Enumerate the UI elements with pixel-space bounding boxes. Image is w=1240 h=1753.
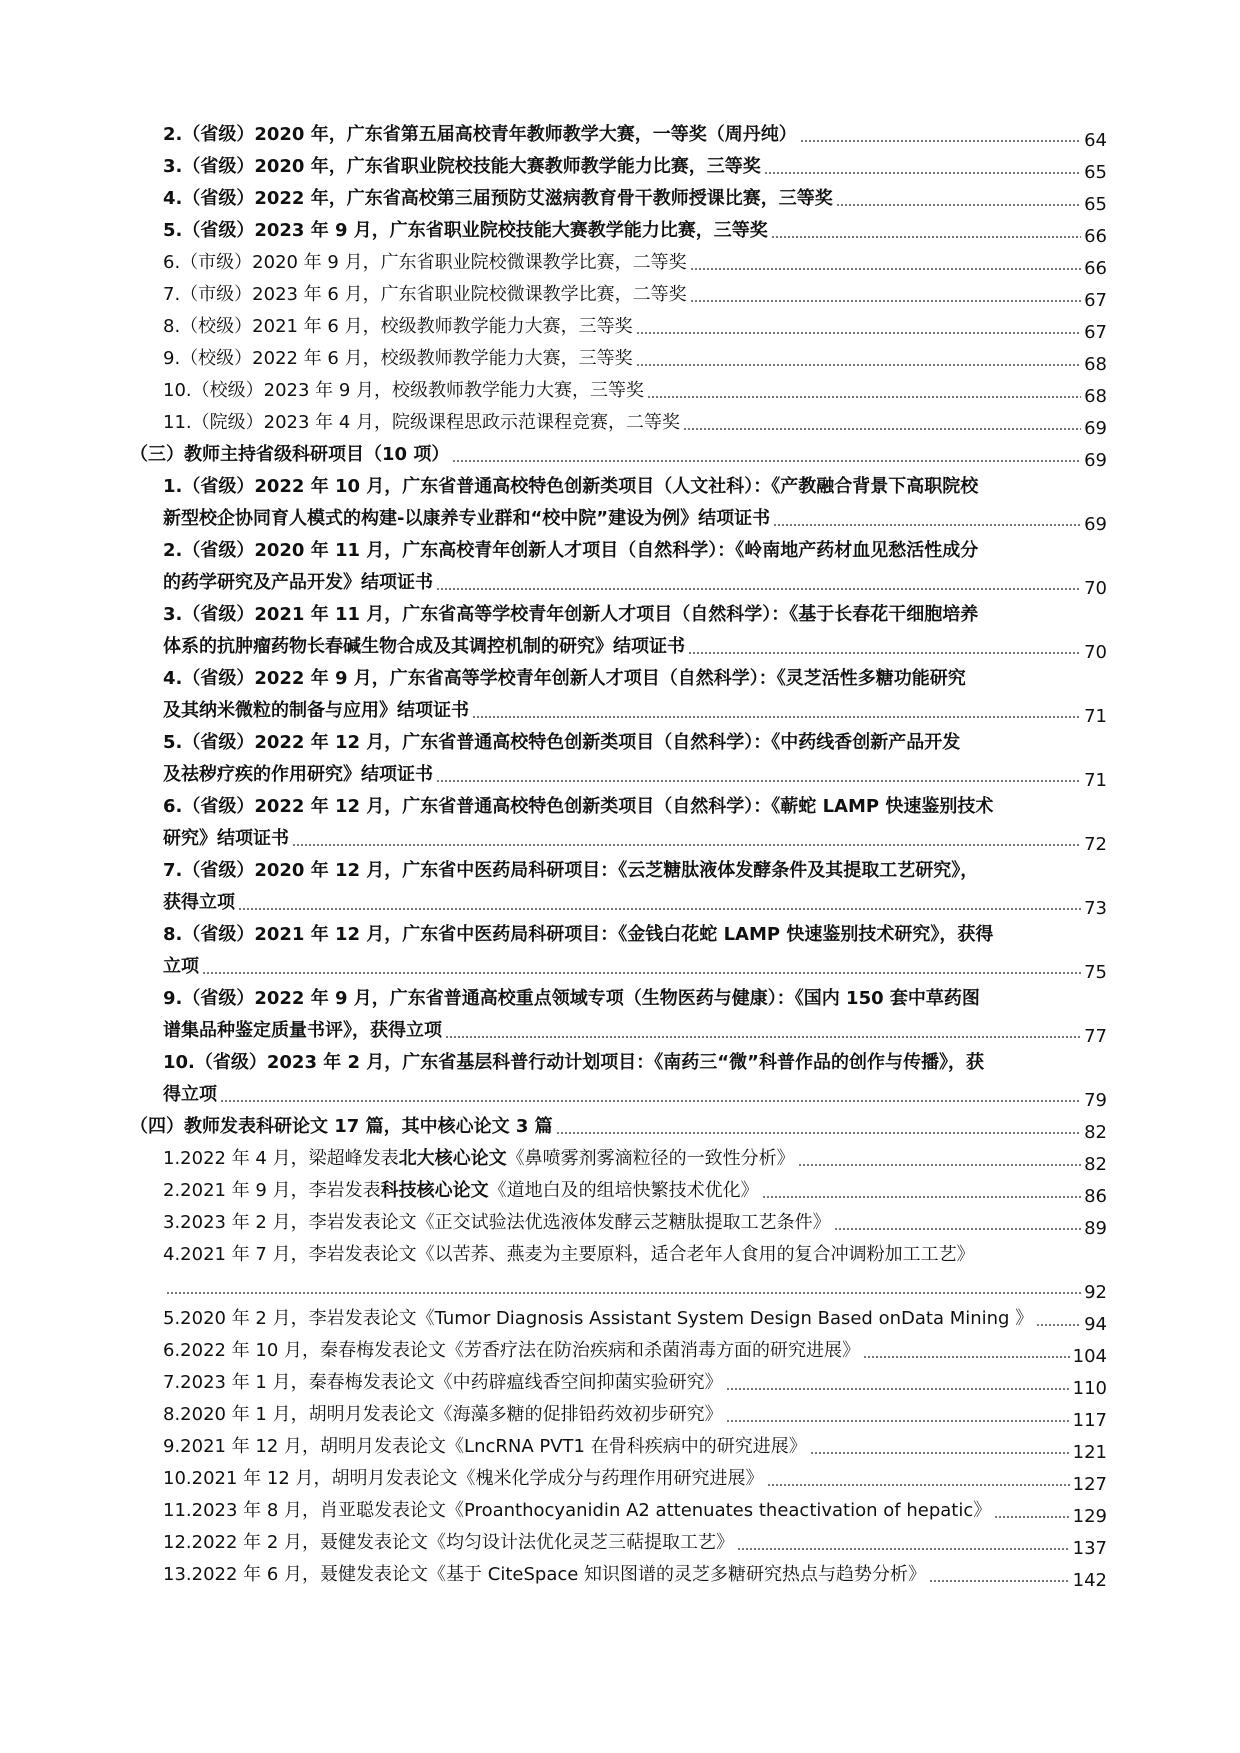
toc-entry-first-line: 3.（省级）2021 年 11 月，广东省高等学校青年创新人才项目（自然科学）：《基于长春花干细胞培养 xyxy=(163,604,979,625)
toc-entry-first-line: 9.（省级）2022 年 9 月，广东省普通高校重点领域专项（生物医药与健康）：《国内 150 套中草药图 xyxy=(163,988,980,1009)
toc-entry-emphasis: 北大核心论文 xyxy=(398,1148,507,1169)
toc-entry[interactable] xyxy=(0,119,1240,151)
dot-leader xyxy=(238,908,1081,910)
toc-entry-first-line: 5.（省级）2022 年 12 月，广东省普通高校特色创新类项目（自然科学）：《中药线香创新产品开发 xyxy=(163,732,961,753)
toc-entry-emphasis: 科技核心论文 xyxy=(380,1180,489,1201)
toc-entry[interactable] xyxy=(0,1335,1240,1367)
dot-leader xyxy=(773,524,1081,526)
dot-leader xyxy=(762,1196,1081,1198)
toc-entry-title: 6.（市级）2020 年 9 月，广东省职业院校微课教学比赛，二等奖 xyxy=(163,252,687,273)
dot-leader xyxy=(220,1100,1081,1102)
toc-entry-first-line: 10.（省级）2023 年 2 月，广东省基层科普行动计划项目：《南药三“微”科普作品的创作与传播》，获 xyxy=(163,1052,984,1073)
toc-page-number: 73 xyxy=(1084,898,1107,919)
toc-page-number: 69 xyxy=(1084,514,1107,535)
table-of-contents xyxy=(0,119,1240,1591)
toc-page-number: 89 xyxy=(1084,1218,1107,1239)
dot-leader xyxy=(436,588,1081,590)
toc-entry-title: 3.（省级）2020 年，广东省职业院校技能大赛教师教学能力比赛，三等奖 xyxy=(163,156,761,177)
toc-page-number: 117 xyxy=(1072,1410,1107,1431)
toc-entry-title-rest: 《道地白及的组培快繁技术优化》 xyxy=(488,1180,759,1201)
toc-entry-title: 立项 xyxy=(163,956,199,977)
toc-entry-title: 研究》结项证书 xyxy=(163,828,289,849)
toc-page-number: 69 xyxy=(1084,418,1107,439)
toc-entry-first-line: 1.（省级）2022 年 10 月，广东省普通高校特色创新类项目（人文社科）：《产教融合背景下高职院校 xyxy=(163,476,979,497)
toc-entry[interactable] xyxy=(0,311,1240,343)
toc-entry[interactable] xyxy=(0,151,1240,183)
toc-entry-title: 7.2023 年 1 月，秦春梅发表论文《中药辟瘟线香空间抑菌实验研究》 xyxy=(163,1372,723,1393)
toc-entry-title: 4.（省级）2022 年，广东省高校第三届预防艾滋病教育骨干教师授课比赛，三等奖 xyxy=(163,188,833,209)
toc-page-number: 68 xyxy=(1084,354,1107,375)
toc-page-number: 66 xyxy=(1084,226,1107,247)
toc-entry-prefix: 1.2022 年 4 月，梁超峰发表 xyxy=(163,1148,399,1169)
toc-entry-title: 7.（市级）2023 年 6 月，广东省职业院校微课教学比赛，二等奖 xyxy=(163,284,687,305)
toc-page-number: 86 xyxy=(1084,1186,1107,1207)
toc-entry[interactable] xyxy=(0,535,1240,599)
dot-leader xyxy=(726,1420,1070,1422)
toc-entry[interactable] xyxy=(0,1303,1240,1335)
toc-entry-title xyxy=(163,1143,795,1175)
dot-leader xyxy=(472,716,1081,718)
toc-entry[interactable] xyxy=(0,599,1240,663)
toc-page-number: 82 xyxy=(1084,1154,1107,1175)
toc-page-number: 142 xyxy=(1072,1570,1107,1591)
dot-leader xyxy=(452,460,1081,462)
dot-leader xyxy=(436,780,1081,782)
toc-entry[interactable] xyxy=(0,1495,1240,1527)
toc-entry-title: 3.2023 年 2 月，李岩发表论文《正交试验法优选液体发酵云芝糖肽提取工艺条件》 xyxy=(163,1212,831,1233)
dot-leader xyxy=(771,236,1081,238)
dot-leader xyxy=(994,1516,1069,1518)
toc-entry-first-line: 4.（省级）2022 年 9 月，广东省高等学校青年创新人才项目（自然科学）：《灵芝活性多糖功能研究 xyxy=(163,668,966,689)
toc-entry-title: 11.2023 年 8 月，肖亚聪发表论文《Proanthocyanidin A2 attenuates theactivation of hepatic》 xyxy=(163,1500,992,1521)
toc-entry[interactable] xyxy=(0,1111,1240,1143)
toc-page-number: 121 xyxy=(1072,1442,1107,1463)
toc-page-number: 137 xyxy=(1072,1538,1107,1559)
toc-page-number: 67 xyxy=(1084,322,1107,343)
dot-leader xyxy=(1036,1324,1081,1326)
dot-leader xyxy=(764,172,1081,174)
dot-leader xyxy=(166,1292,1081,1294)
toc-entry[interactable] xyxy=(0,1431,1240,1463)
toc-page-number: 67 xyxy=(1084,290,1107,311)
dot-leader xyxy=(647,396,1081,398)
toc-page-number: 79 xyxy=(1084,1090,1107,1111)
toc-page-number: 71 xyxy=(1084,770,1107,791)
toc-entry-title: 11.（院级）2023 年 4 月，院级课程思政示范课程竞赛，二等奖 xyxy=(163,412,681,433)
toc-entry-prefix: 2.2021 年 9 月，李岩发表 xyxy=(163,1180,381,1201)
toc-entry-title: 谱集品种鉴定质量书评》，获得立项 xyxy=(163,1020,442,1041)
toc-page-number: 129 xyxy=(1072,1506,1107,1527)
toc-entry[interactable] xyxy=(0,279,1240,311)
dot-leader xyxy=(688,652,1081,654)
toc-entry-title: 13.2022 年 6 月，聂健发表论文《基于 CiteSpace 知识图谱的灵芝多糖研究热点与趋势分析》 xyxy=(163,1564,927,1585)
toc-entry[interactable] xyxy=(0,1527,1240,1559)
toc-page-number: 82 xyxy=(1084,1122,1107,1143)
toc-page-number: 66 xyxy=(1084,258,1107,279)
toc-entry[interactable] xyxy=(0,247,1240,279)
toc-entry-title: 得立项 xyxy=(163,1084,217,1105)
toc-entry-title: 8.（校级）2021 年 6 月，校级教师教学能力大赛，三等奖 xyxy=(163,316,633,337)
toc-page-number: 70 xyxy=(1084,578,1107,599)
toc-entry[interactable] xyxy=(0,375,1240,407)
toc-page-number: 65 xyxy=(1084,162,1107,183)
toc-entry[interactable] xyxy=(0,983,1240,1047)
toc-entry-title: 10.（校级）2023 年 9 月，校级教师教学能力大赛，三等奖 xyxy=(163,380,645,401)
toc-entry-title: 9.2021 年 12 月，胡明月发表论文《LncRNA PVT1 在骨科疾病中的研究进展》 xyxy=(163,1436,807,1457)
dot-leader xyxy=(636,332,1081,334)
toc-page-number: 68 xyxy=(1084,386,1107,407)
toc-entry-first-line: 7.（省级）2020 年 12 月，广东省中医药局科研项目：《云芝糖肽液体发酵条件及其提取工艺研究》， xyxy=(163,860,979,881)
toc-page-number: 65 xyxy=(1084,194,1107,215)
toc-entry[interactable] xyxy=(0,1143,1240,1175)
toc-entry[interactable] xyxy=(0,215,1240,247)
toc-page-number: 70 xyxy=(1084,642,1107,663)
toc-entry-title: 5.2020 年 2 月，李岩发表论文《Tumor Diagnosis Assistant System Design Based onData Mining 》 xyxy=(163,1308,1034,1329)
dot-leader xyxy=(690,300,1081,302)
toc-page-number: 77 xyxy=(1084,1026,1107,1047)
toc-entry-title: 体系的抗肿瘤药物长春碱生物合成及其调控机制的研究》结项证书 xyxy=(163,636,685,657)
toc-page-number: 127 xyxy=(1072,1474,1107,1495)
toc-page-number: 75 xyxy=(1084,962,1107,983)
dot-leader xyxy=(683,428,1081,430)
toc-entry[interactable] xyxy=(0,1559,1240,1591)
dot-leader xyxy=(636,364,1081,366)
toc-entry-title: 2.（省级）2020 年，广东省第五届高校青年教师教学大赛，一等奖（周丹纯） xyxy=(163,124,797,145)
toc-entry-title: 新型校企协同育人模式的构建-以康养专业群和“校中院”建设为例》结项证书 xyxy=(163,508,771,529)
toc-page-number: 64 xyxy=(1084,130,1107,151)
toc-entry[interactable] xyxy=(0,1047,1240,1111)
toc-entry[interactable] xyxy=(0,439,1240,471)
toc-page-number: 92 xyxy=(1084,1282,1107,1303)
dot-leader xyxy=(810,1452,1070,1454)
toc-entry[interactable] xyxy=(0,1239,1240,1303)
toc-page-number: 94 xyxy=(1084,1314,1107,1335)
dot-leader xyxy=(726,1388,1070,1390)
toc-entry-title: 及祛秽疗疾的作用研究》结项证书 xyxy=(163,764,433,785)
toc-page-number: 69 xyxy=(1084,450,1107,471)
toc-entry[interactable] xyxy=(0,919,1240,983)
toc-entry-first-line: 8.（省级）2021 年 12 月，广东省中医药局科研项目：《金钱白花蛇 LAMP 快速鉴别技术研究》，获得 xyxy=(163,924,994,945)
dot-leader xyxy=(929,1580,1070,1582)
dot-leader xyxy=(863,1356,1070,1358)
toc-entry-title: （三）教师主持省级科研项目（10 项） xyxy=(130,444,450,465)
toc-entry-title-rest: 《鼻喷雾剂雾滴粒径的一致性分析》 xyxy=(506,1148,795,1169)
toc-entry-title xyxy=(163,1175,759,1207)
dot-leader xyxy=(798,1164,1081,1166)
toc-entry-title: 9.（校级）2022 年 6 月，校级教师教学能力大赛，三等奖 xyxy=(163,348,633,369)
toc-entry-title: 及其纳米微粒的制备与应用》结项证书 xyxy=(163,700,469,721)
toc-entry[interactable] xyxy=(0,1175,1240,1207)
toc-entry-title: 8.2020 年 1 月，胡明月发表论文《海藻多糖的促排铅药效初步研究》 xyxy=(163,1404,723,1425)
dot-leader xyxy=(767,1484,1070,1486)
toc-entry-title: 获得立项 xyxy=(163,892,235,913)
toc-entry-title: 6.2022 年 10 月，秦春梅发表论文《芳香疗法在防治疾病和杀菌消毒方面的研究进展》 xyxy=(163,1340,861,1361)
toc-entry[interactable] xyxy=(0,663,1240,727)
toc-entry-first-line: 2.（省级）2020 年 11 月，广东高校青年创新人才项目（自然科学）：《岭南地产药材血见愁活性成分 xyxy=(163,540,979,561)
toc-entry-title: 10.2021 年 12 月，胡明月发表论文《槐米化学成分与药理作用研究进展》 xyxy=(163,1468,764,1489)
toc-entry-title: 5.（省级）2023 年 9 月，广东省职业院校技能大赛教学能力比赛，三等奖 xyxy=(163,220,768,241)
toc-entry[interactable] xyxy=(0,1399,1240,1431)
toc-entry[interactable] xyxy=(0,1463,1240,1495)
dot-leader xyxy=(292,844,1081,846)
dot-leader xyxy=(556,1132,1081,1134)
toc-page-number: 71 xyxy=(1084,706,1107,727)
dot-leader xyxy=(737,1548,1070,1550)
dot-leader xyxy=(836,204,1081,206)
toc-entry[interactable] xyxy=(0,1367,1240,1399)
toc-entry-first-line: 4.2021 年 7 月，李岩发表论文《以苦荞、燕麦为主要原料，适合老年人食用的复合冲调粉加工工艺》 xyxy=(163,1244,975,1265)
toc-entry[interactable] xyxy=(0,343,1240,375)
dot-leader xyxy=(445,1036,1081,1038)
toc-entry[interactable] xyxy=(0,471,1240,535)
dot-leader xyxy=(202,972,1081,974)
dot-leader xyxy=(800,140,1081,142)
toc-entry-first-line: 6.（省级）2022 年 12 月，广东省普通高校特色创新类项目（自然科学）：《蕲蛇 LAMP 快速鉴别技术 xyxy=(163,796,994,817)
toc-entry-title: 的药学研究及产品开发》结项证书 xyxy=(163,572,433,593)
toc-entry-title: 12.2022 年 2 月，聂健发表论文《均匀设计法优化灵芝三萜提取工艺》 xyxy=(163,1532,735,1553)
toc-page-number: 104 xyxy=(1072,1346,1107,1367)
toc-page-number: 110 xyxy=(1072,1378,1107,1399)
toc-entry[interactable] xyxy=(0,791,1240,855)
toc-entry[interactable] xyxy=(0,183,1240,215)
toc-page-number: 72 xyxy=(1084,834,1107,855)
toc-entry[interactable] xyxy=(0,407,1240,439)
toc-entry[interactable] xyxy=(0,727,1240,791)
toc-entry-title: （四）教师发表科研论文 17 篇，其中核心论文 3 篇 xyxy=(130,1116,553,1137)
toc-entry[interactable] xyxy=(0,855,1240,919)
dot-leader xyxy=(834,1228,1081,1230)
toc-entry[interactable] xyxy=(0,1207,1240,1239)
dot-leader xyxy=(690,268,1081,270)
